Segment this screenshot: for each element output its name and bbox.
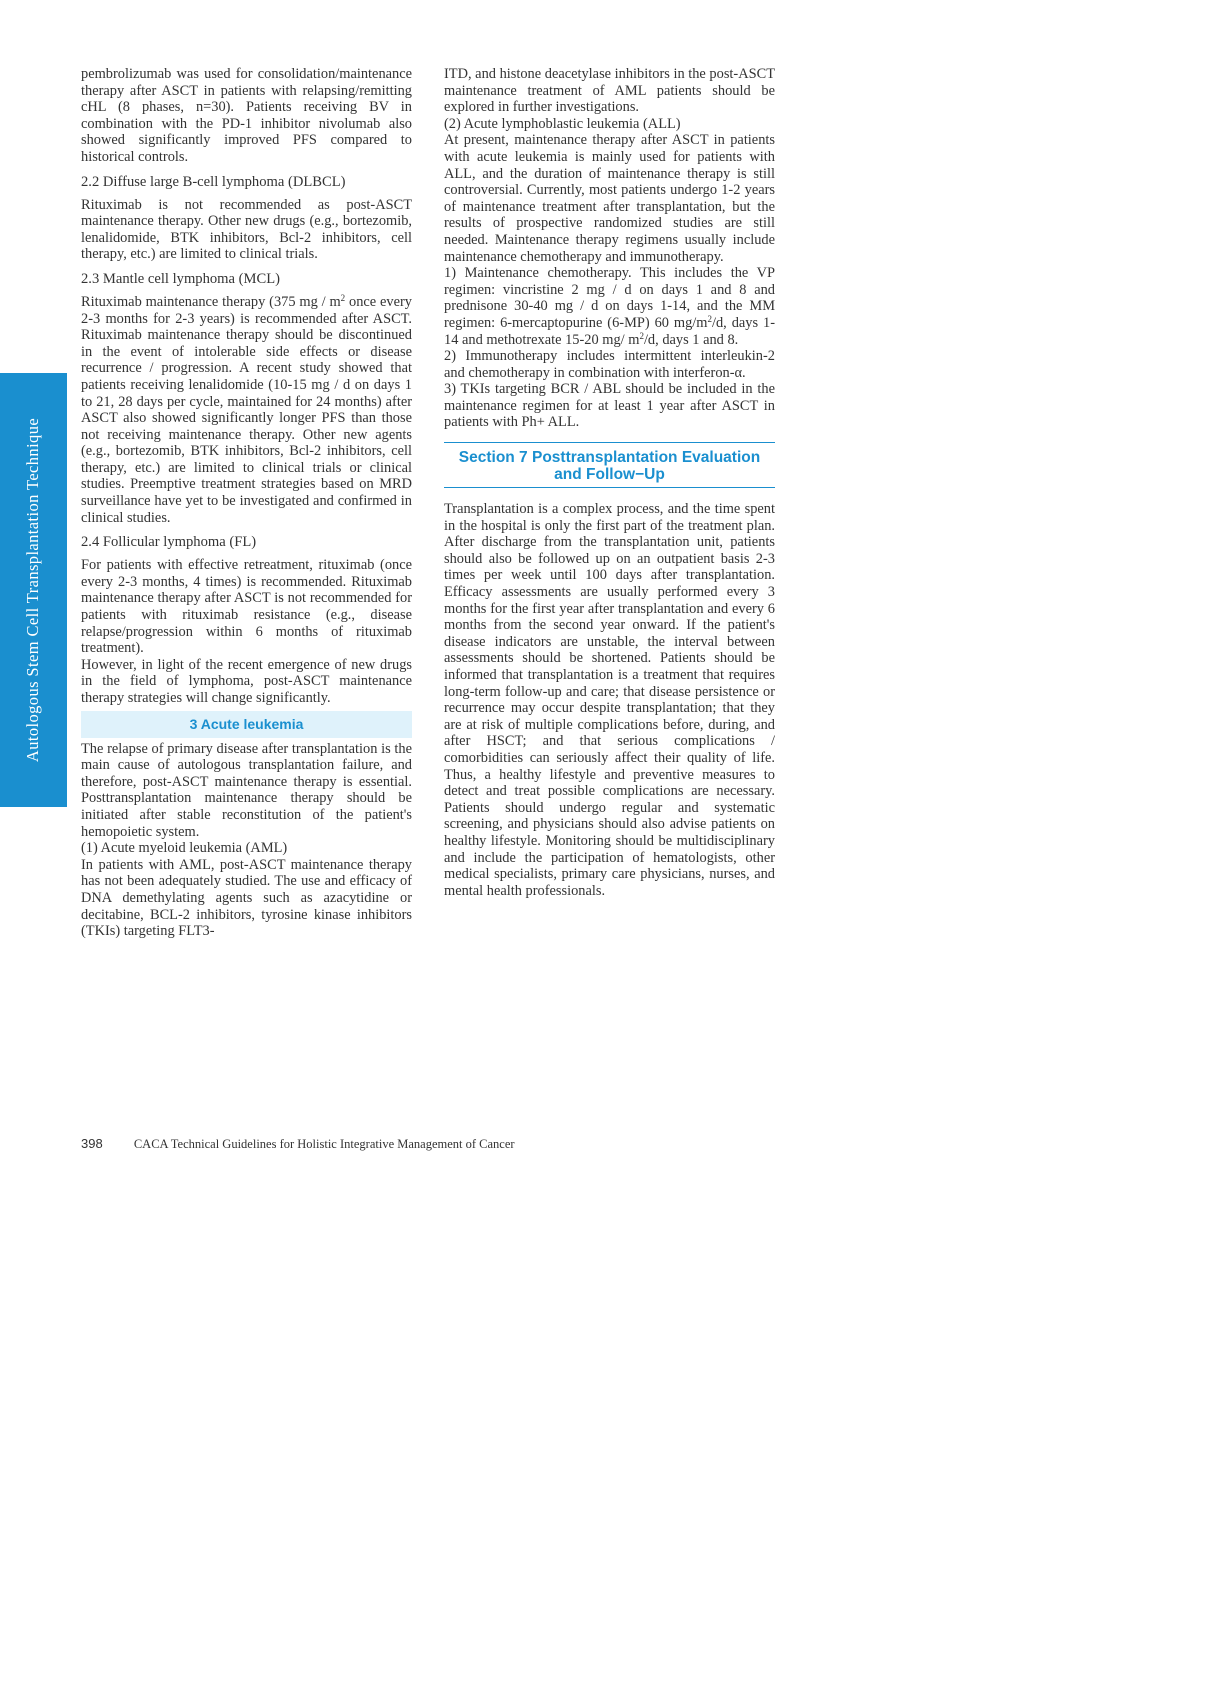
item1-text-b: /d, days 1-14 and methotrexate 15-20 mg/ m bbox=[444, 314, 775, 348]
paragraph-intro: pembrolizumab was used for consolidation/maintenance therapy after ASCT in patients with relapsing/remitting cHL (8 phases, n=30). Patients receiving BV in combination with the PD-1 inhibitor nivolumab also showed significantly improved PFS compared to historical controls. bbox=[81, 66, 412, 165]
paragraph-follow-up: Transplantation is a complex process, and the time spent in the hospital is only the first part of the treatment plan. After discharge from the transplantation unit, patients should also be followed up on an outpatient basis 2-3 times per week until 100 days after transplantation. Efficacy assessments are usually performed every 3 months for the first year after transplantation and every 6 months from the second year onward. If the patient's disease indicators are unstable, the interval between assessments should be shortened. Patients should be informed that transplantation is a treatment that requires long-term follow-up and care; that disease persistence or recurrence may occur despite transplantation; that they are at risk of multiple complications before, during, and after HSCT; and that serious complications / comorbidities can seriously affect their quality of life. Thus, a healthy lifestyle and preventive measures to detect and treat possible complications are necessary. Patients should undergo regular and systematic screening, and physicians should also advise patients on healthy lifestyle. Monitoring should be multidisciplinary and include the participation of hematologists, other medical specialists, primary care physicians, nurses, and mental health professionals. bbox=[444, 501, 775, 899]
heading-aml: (1) Acute myeloid leukemia (AML) bbox=[81, 840, 288, 857]
page-number: 398 bbox=[81, 1136, 103, 1151]
section7-title-line-2: and Follow−Up bbox=[554, 466, 665, 484]
paragraph-all: At present, maintenance therapy after ASCT in patients with acute leukemia is mainly used for patients with ALL, and the duration of maintenance therapy is still controversial. Currently, most patients undergo 1-2 years of maintenance treatment after transplantation, but the results of prospective randomized studies are still needed. Maintenance therapy regimens usually include maintenance chemotherapy and immunotherapy. bbox=[444, 132, 775, 265]
right-column bbox=[444, 66, 775, 899]
section7-title-line-1: Section 7 Posttransplantation Evaluation bbox=[458, 449, 761, 467]
item1-text-c: /d, days 1 and 8. bbox=[643, 331, 739, 348]
book-title: CACA Technical Guidelines for Holistic Integrative Management of Cancer bbox=[133, 1137, 515, 1151]
paragraph-aml: In patients with AML, post-ASCT maintenance therapy has not been adequately studied. The use and efficacy of DNA demethylating agents such as azacytidine or decitabine, BCL-2 inhibitors, tyrosine kinase inhibitors (TKIs) targeting FLT3- bbox=[81, 856, 412, 940]
left-column bbox=[81, 66, 412, 940]
section-heading-acute-leukemia: 3 Acute leukemia bbox=[81, 711, 412, 738]
list-item-immunotherapy: 2) Immunotherapy includes intermittent interleukin-2 and chemotherapy in combination with interferon-α. bbox=[444, 348, 775, 381]
paragraph-leukemia: The relapse of primary disease after transplantation is the main cause of autologous transplantation failure, and therefore, post-ASCT maintenance therapy is essential. Posttransplantation maintenance therapy should be initiated after stable reconstitution of the patient's hemopoietic system. bbox=[81, 740, 412, 840]
item1-text-a: 1) Maintenance chemotherapy. This includes the VP regimen: vincristine 2 mg / d on days 1 and 8 and prednisone 30-40 mg / d on days 1-14, and the MM regimen: 6-mercaptopurine (6-MP) 60 mg/m bbox=[444, 265, 775, 331]
item1-superscript-2: 2 bbox=[639, 330, 644, 341]
mcl-text-rest: once every 2-3 months for 2-3 years) is recommended after ASCT. Rituximab maintenance therapy should be discontinued in the event of intolerable side effects or disease recurrence / progression. A recent study showed that patients receiving lenalidomide (10-15 mg / d on days 1 to 21, 28 days per cycle, maintained for 24 months) after ASCT also showed significantly longer PFS than those not receiving maintenance therapy. Other new agents (e.g., bortezomib, BTK inhibitors, Bcl-2 inhibitors, cell therapy, etc.) are limited to clinical trials or clinical studies. Preemptive treatment strategies based on MRD surveillance have yet to be investigated and confirmed in clinical studies. bbox=[81, 293, 412, 526]
side-tab bbox=[0, 373, 67, 807]
side-tab-label: Autologous Stem Cell Transplantation Technique bbox=[23, 417, 42, 763]
section-heading-posttransplantation bbox=[444, 442, 775, 488]
list-item-maintenance-chemotherapy bbox=[444, 265, 775, 348]
item1-superscript-1: 2 bbox=[707, 313, 712, 324]
list-item-tki: 3) TKIs targeting BCR / ABL should be included in the maintenance regimen for at least 1 year after ASCT in patients with Ph+ ALL. bbox=[444, 381, 775, 431]
heading-dlbcl: 2.2 Diffuse large B-cell lymphoma (DLBCL) bbox=[81, 173, 346, 190]
paragraph-mcl bbox=[81, 294, 412, 526]
heading-all: (2) Acute lymphoblastic leukemia (ALL) bbox=[444, 115, 681, 132]
heading-mcl: 2.3 Mantle cell lymphoma (MCL) bbox=[81, 270, 281, 287]
page-footer bbox=[81, 1136, 515, 1152]
paragraph-fl-2: However, in light of the recent emergence of new drugs in the field of lymphoma, post-ASCT maintenance therapy strategies will change significantly. bbox=[81, 656, 412, 706]
mcl-superscript: 2 bbox=[340, 292, 346, 303]
paragraph-dlbcl: Rituximab is not recommended as post-ASCT maintenance therapy. Other new drugs (e.g., bortezomib, lenalidomide, BTK inhibitors, Bcl-2 inhibitors, cell therapy, etc.) are limited to clinical trials. bbox=[81, 196, 412, 263]
heading-fl: 2.4 Follicular lymphoma (FL) bbox=[81, 534, 257, 551]
paragraph-fl: For patients with effective retreatment, rituximab (once every 2-3 months, 4 times) is recommended. Rituximab maintenance therapy after ASCT is not recommended for patients with rituximab resistance (e.g., disease relapse/progression within 6 months of rituximab treatment). bbox=[81, 557, 412, 657]
mcl-text-start: Rituximab maintenance therapy (375 mg / m bbox=[81, 293, 341, 310]
paragraph-aml-continued: ITD, and histone deacetylase inhibitors in the post-ASCT maintenance treatment of AML patients should be explored in further investigations. bbox=[444, 66, 775, 116]
